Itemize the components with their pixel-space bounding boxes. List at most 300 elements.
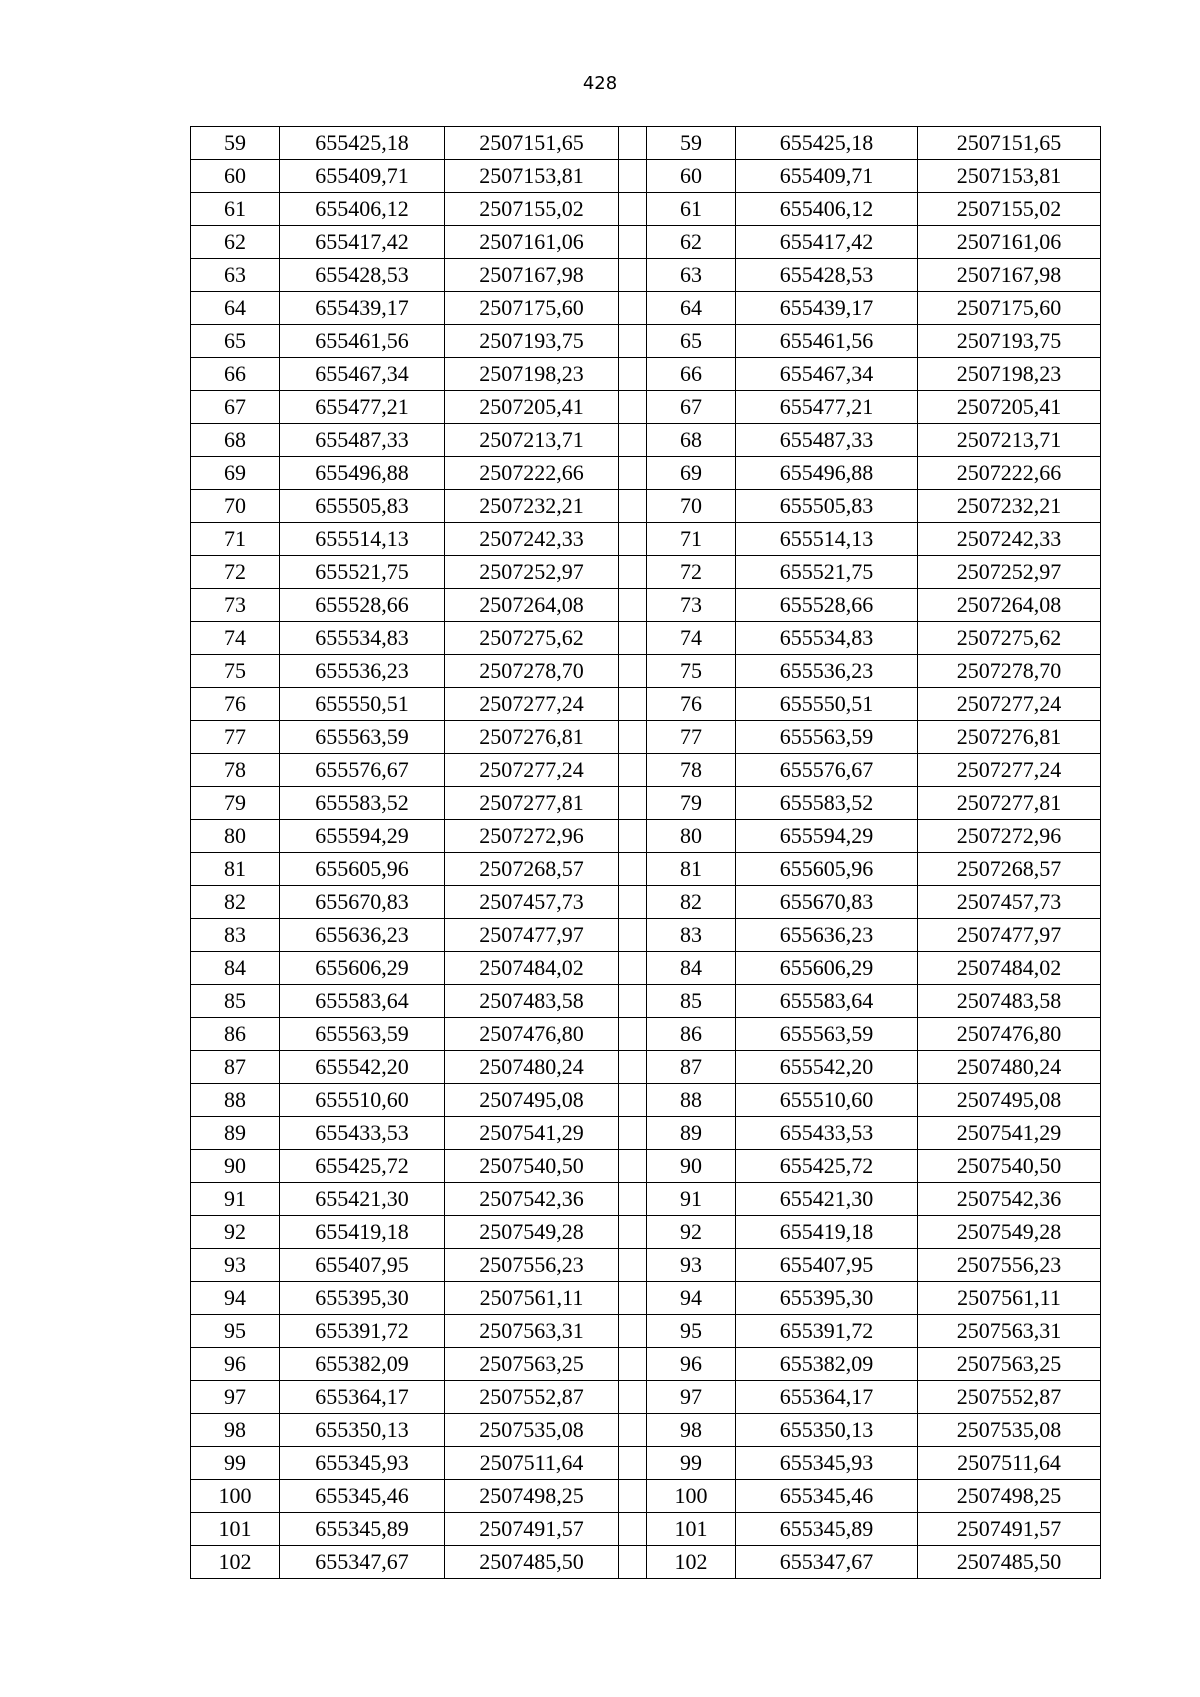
- point-number-cell: 79: [647, 787, 736, 820]
- point-number-cell: 65: [647, 325, 736, 358]
- y-coordinate-cell: 2507542,36: [918, 1183, 1101, 1216]
- x-coordinate-cell: 655439,17: [280, 292, 445, 325]
- point-number-cell: 93: [647, 1249, 736, 1282]
- point-number-cell: 85: [191, 985, 280, 1018]
- table-row: [191, 853, 1101, 886]
- y-coordinate-cell: 2507480,24: [445, 1051, 619, 1084]
- y-coordinate-cell: 2507268,57: [445, 853, 619, 886]
- x-coordinate-cell: 655407,95: [736, 1249, 918, 1282]
- x-coordinate-cell: 655345,93: [736, 1447, 918, 1480]
- x-coordinate-cell: 655409,71: [280, 160, 445, 193]
- point-number-cell: 64: [191, 292, 280, 325]
- y-coordinate-cell: 2507167,98: [445, 259, 619, 292]
- x-coordinate-cell: 655409,71: [736, 160, 918, 193]
- y-coordinate-cell: 2507541,29: [918, 1117, 1101, 1150]
- x-coordinate-cell: 655425,72: [736, 1150, 918, 1183]
- x-coordinate-cell: 655583,64: [280, 985, 445, 1018]
- table-row: [191, 325, 1101, 358]
- point-number-cell: 95: [191, 1315, 280, 1348]
- table-row: [191, 1018, 1101, 1051]
- y-coordinate-cell: 2507276,81: [445, 721, 619, 754]
- x-coordinate-cell: 655542,20: [280, 1051, 445, 1084]
- x-coordinate-cell: 655583,52: [280, 787, 445, 820]
- point-number-cell: 60: [191, 160, 280, 193]
- x-coordinate-cell: 655417,42: [280, 226, 445, 259]
- y-coordinate-cell: 2507198,23: [445, 358, 619, 391]
- y-coordinate-cell: 2507485,50: [445, 1546, 619, 1579]
- point-number-cell: 87: [191, 1051, 280, 1084]
- x-coordinate-cell: 655391,72: [736, 1315, 918, 1348]
- point-number-cell: 81: [191, 853, 280, 886]
- y-coordinate-cell: 2507540,50: [918, 1150, 1101, 1183]
- point-number-cell: 68: [647, 424, 736, 457]
- point-number-cell: 74: [647, 622, 736, 655]
- y-coordinate-cell: 2507252,97: [918, 556, 1101, 589]
- y-coordinate-cell: 2507457,73: [918, 886, 1101, 919]
- y-coordinate-cell: 2507277,24: [445, 688, 619, 721]
- table-row: [191, 919, 1101, 952]
- point-number-cell: 67: [647, 391, 736, 424]
- x-coordinate-cell: 655550,51: [280, 688, 445, 721]
- spacer-cell: [619, 457, 647, 490]
- point-number-cell: 92: [191, 1216, 280, 1249]
- point-number-cell: 97: [191, 1381, 280, 1414]
- spacer-cell: [619, 1513, 647, 1546]
- y-coordinate-cell: 2507175,60: [445, 292, 619, 325]
- point-number-cell: 63: [191, 259, 280, 292]
- y-coordinate-cell: 2507535,08: [445, 1414, 619, 1447]
- table-row: [191, 1282, 1101, 1315]
- y-coordinate-cell: 2507193,75: [445, 325, 619, 358]
- y-coordinate-cell: 2507563,31: [445, 1315, 619, 1348]
- y-coordinate-cell: 2507556,23: [445, 1249, 619, 1282]
- y-coordinate-cell: 2507563,25: [445, 1348, 619, 1381]
- spacer-cell: [619, 490, 647, 523]
- y-coordinate-cell: 2507205,41: [918, 391, 1101, 424]
- point-number-cell: 74: [191, 622, 280, 655]
- x-coordinate-cell: 655345,46: [280, 1480, 445, 1513]
- point-number-cell: 95: [647, 1315, 736, 1348]
- spacer-cell: [619, 1348, 647, 1381]
- x-coordinate-cell: 655514,13: [736, 523, 918, 556]
- x-coordinate-cell: 655606,29: [736, 952, 918, 985]
- x-coordinate-cell: 655477,21: [280, 391, 445, 424]
- y-coordinate-cell: 2507155,02: [445, 193, 619, 226]
- y-coordinate-cell: 2507277,81: [918, 787, 1101, 820]
- point-number-cell: 86: [191, 1018, 280, 1051]
- table-row: [191, 1447, 1101, 1480]
- spacer-cell: [619, 754, 647, 787]
- x-coordinate-cell: 655636,23: [280, 919, 445, 952]
- x-coordinate-cell: 655563,59: [280, 1018, 445, 1051]
- spacer-cell: [619, 1480, 647, 1513]
- point-number-cell: 94: [647, 1282, 736, 1315]
- table-row: [191, 1084, 1101, 1117]
- spacer-cell: [619, 688, 647, 721]
- x-coordinate-cell: 655345,89: [280, 1513, 445, 1546]
- y-coordinate-cell: 2507242,33: [445, 523, 619, 556]
- table-row: [191, 1150, 1101, 1183]
- y-coordinate-cell: 2507457,73: [445, 886, 619, 919]
- point-number-cell: 99: [647, 1447, 736, 1480]
- table-row: [191, 1315, 1101, 1348]
- x-coordinate-cell: 655425,18: [280, 127, 445, 160]
- spacer-cell: [619, 1414, 647, 1447]
- x-coordinate-cell: 655345,89: [736, 1513, 918, 1546]
- table-row: [191, 1513, 1101, 1546]
- x-coordinate-cell: 655433,53: [280, 1117, 445, 1150]
- y-coordinate-cell: 2507491,57: [918, 1513, 1101, 1546]
- x-coordinate-cell: 655521,75: [280, 556, 445, 589]
- x-coordinate-cell: 655347,67: [280, 1546, 445, 1579]
- y-coordinate-cell: 2507277,81: [445, 787, 619, 820]
- spacer-cell: [619, 589, 647, 622]
- y-coordinate-cell: 2507476,80: [445, 1018, 619, 1051]
- spacer-cell: [619, 1117, 647, 1150]
- point-number-cell: 88: [647, 1084, 736, 1117]
- point-number-cell: 60: [647, 160, 736, 193]
- point-number-cell: 63: [647, 259, 736, 292]
- x-coordinate-cell: 655477,21: [736, 391, 918, 424]
- table-row: [191, 1249, 1101, 1282]
- point-number-cell: 92: [647, 1216, 736, 1249]
- x-coordinate-cell: 655461,56: [736, 325, 918, 358]
- y-coordinate-cell: 2507161,06: [445, 226, 619, 259]
- table-row: [191, 589, 1101, 622]
- y-coordinate-cell: 2507275,62: [445, 622, 619, 655]
- table-row: [191, 688, 1101, 721]
- point-number-cell: 66: [191, 358, 280, 391]
- point-number-cell: 69: [191, 457, 280, 490]
- y-coordinate-cell: 2507264,08: [918, 589, 1101, 622]
- spacer-cell: [619, 358, 647, 391]
- point-number-cell: 79: [191, 787, 280, 820]
- y-coordinate-cell: 2507198,23: [918, 358, 1101, 391]
- y-coordinate-cell: 2507552,87: [918, 1381, 1101, 1414]
- y-coordinate-cell: 2507242,33: [918, 523, 1101, 556]
- x-coordinate-cell: 655345,46: [736, 1480, 918, 1513]
- x-coordinate-cell: 655510,60: [736, 1084, 918, 1117]
- point-number-cell: 75: [191, 655, 280, 688]
- point-number-cell: 80: [647, 820, 736, 853]
- table-row: [191, 1414, 1101, 1447]
- x-coordinate-cell: 655421,30: [736, 1183, 918, 1216]
- spacer-cell: [619, 1381, 647, 1414]
- spacer-cell: [619, 622, 647, 655]
- point-number-cell: 97: [647, 1381, 736, 1414]
- point-number-cell: 101: [191, 1513, 280, 1546]
- x-coordinate-cell: 655364,17: [736, 1381, 918, 1414]
- table-row: [191, 721, 1101, 754]
- spacer-cell: [619, 1183, 647, 1216]
- x-coordinate-cell: 655521,75: [736, 556, 918, 589]
- y-coordinate-cell: 2507477,97: [918, 919, 1101, 952]
- spacer-cell: [619, 193, 647, 226]
- point-number-cell: 62: [647, 226, 736, 259]
- spacer-cell: [619, 1216, 647, 1249]
- y-coordinate-cell: 2507540,50: [445, 1150, 619, 1183]
- x-coordinate-cell: 655461,56: [280, 325, 445, 358]
- table-row: [191, 787, 1101, 820]
- x-coordinate-cell: 655487,33: [736, 424, 918, 457]
- point-number-cell: 77: [191, 721, 280, 754]
- point-number-cell: 84: [647, 952, 736, 985]
- y-coordinate-cell: 2507542,36: [445, 1183, 619, 1216]
- table-row: [191, 490, 1101, 523]
- x-coordinate-cell: 655417,42: [736, 226, 918, 259]
- y-coordinate-cell: 2507484,02: [918, 952, 1101, 985]
- x-coordinate-cell: 655636,23: [736, 919, 918, 952]
- y-coordinate-cell: 2507222,66: [918, 457, 1101, 490]
- x-coordinate-cell: 655467,34: [280, 358, 445, 391]
- table-row: [191, 886, 1101, 919]
- y-coordinate-cell: 2507511,64: [445, 1447, 619, 1480]
- point-number-cell: 81: [647, 853, 736, 886]
- point-number-cell: 70: [647, 490, 736, 523]
- spacer-cell: [619, 655, 647, 688]
- x-coordinate-cell: 655428,53: [280, 259, 445, 292]
- x-coordinate-cell: 655496,88: [280, 457, 445, 490]
- point-number-cell: 70: [191, 490, 280, 523]
- y-coordinate-cell: 2507541,29: [445, 1117, 619, 1150]
- table-row: [191, 820, 1101, 853]
- y-coordinate-cell: 2507491,57: [445, 1513, 619, 1546]
- point-number-cell: 75: [647, 655, 736, 688]
- table-row: [191, 1546, 1101, 1579]
- x-coordinate-cell: 655345,93: [280, 1447, 445, 1480]
- table-row: [191, 292, 1101, 325]
- y-coordinate-cell: 2507272,96: [445, 820, 619, 853]
- point-number-cell: 84: [191, 952, 280, 985]
- y-coordinate-cell: 2507483,58: [445, 985, 619, 1018]
- spacer-cell: [619, 1447, 647, 1480]
- x-coordinate-cell: 655536,23: [280, 655, 445, 688]
- x-coordinate-cell: 655406,12: [736, 193, 918, 226]
- point-number-cell: 77: [647, 721, 736, 754]
- y-coordinate-cell: 2507483,58: [918, 985, 1101, 1018]
- x-coordinate-cell: 655550,51: [736, 688, 918, 721]
- spacer-cell: [619, 1084, 647, 1117]
- point-number-cell: 61: [647, 193, 736, 226]
- point-number-cell: 78: [647, 754, 736, 787]
- spacer-cell: [619, 424, 647, 457]
- x-coordinate-cell: 655563,59: [736, 721, 918, 754]
- y-coordinate-cell: 2507535,08: [918, 1414, 1101, 1447]
- point-number-cell: 72: [647, 556, 736, 589]
- coordinates-table-body: [191, 127, 1101, 1579]
- y-coordinate-cell: 2507563,25: [918, 1348, 1101, 1381]
- point-number-cell: 89: [647, 1117, 736, 1150]
- x-coordinate-cell: 655510,60: [280, 1084, 445, 1117]
- y-coordinate-cell: 2507232,21: [445, 490, 619, 523]
- spacer-cell: [619, 391, 647, 424]
- table-row: [191, 259, 1101, 292]
- point-number-cell: 65: [191, 325, 280, 358]
- point-number-cell: 96: [647, 1348, 736, 1381]
- spacer-cell: [619, 523, 647, 556]
- x-coordinate-cell: 655439,17: [736, 292, 918, 325]
- y-coordinate-cell: 2507264,08: [445, 589, 619, 622]
- y-coordinate-cell: 2507205,41: [445, 391, 619, 424]
- point-number-cell: 73: [647, 589, 736, 622]
- x-coordinate-cell: 655670,83: [736, 886, 918, 919]
- y-coordinate-cell: 2507552,87: [445, 1381, 619, 1414]
- y-coordinate-cell: 2507161,06: [918, 226, 1101, 259]
- y-coordinate-cell: 2507484,02: [445, 952, 619, 985]
- table-row: [191, 754, 1101, 787]
- table-row: [191, 1480, 1101, 1513]
- x-coordinate-cell: 655395,30: [736, 1282, 918, 1315]
- spacer-cell: [619, 226, 647, 259]
- y-coordinate-cell: 2507153,81: [445, 160, 619, 193]
- y-coordinate-cell: 2507277,24: [445, 754, 619, 787]
- x-coordinate-cell: 655487,33: [280, 424, 445, 457]
- table-row: [191, 1051, 1101, 1084]
- table-row: [191, 127, 1101, 160]
- point-number-cell: 76: [191, 688, 280, 721]
- spacer-cell: [619, 160, 647, 193]
- spacer-cell: [619, 853, 647, 886]
- point-number-cell: 85: [647, 985, 736, 1018]
- y-coordinate-cell: 2507193,75: [918, 325, 1101, 358]
- point-number-cell: 66: [647, 358, 736, 391]
- point-number-cell: 86: [647, 1018, 736, 1051]
- y-coordinate-cell: 2507153,81: [918, 160, 1101, 193]
- y-coordinate-cell: 2507278,70: [445, 655, 619, 688]
- y-coordinate-cell: 2507495,08: [445, 1084, 619, 1117]
- point-number-cell: 72: [191, 556, 280, 589]
- point-number-cell: 102: [191, 1546, 280, 1579]
- point-number-cell: 80: [191, 820, 280, 853]
- table-row: [191, 523, 1101, 556]
- spacer-cell: [619, 259, 647, 292]
- table-row: [191, 985, 1101, 1018]
- point-number-cell: 87: [647, 1051, 736, 1084]
- y-coordinate-cell: 2507151,65: [445, 127, 619, 160]
- point-number-cell: 82: [647, 886, 736, 919]
- x-coordinate-cell: 655606,29: [280, 952, 445, 985]
- x-coordinate-cell: 655350,13: [736, 1414, 918, 1447]
- y-coordinate-cell: 2507556,23: [918, 1249, 1101, 1282]
- table-row: [191, 226, 1101, 259]
- point-number-cell: 83: [191, 919, 280, 952]
- point-number-cell: 89: [191, 1117, 280, 1150]
- y-coordinate-cell: 2507277,24: [918, 688, 1101, 721]
- point-number-cell: 59: [647, 127, 736, 160]
- y-coordinate-cell: 2507277,24: [918, 754, 1101, 787]
- y-coordinate-cell: 2507561,11: [918, 1282, 1101, 1315]
- x-coordinate-cell: 655528,66: [280, 589, 445, 622]
- table-row: [191, 424, 1101, 457]
- y-coordinate-cell: 2507549,28: [918, 1216, 1101, 1249]
- y-coordinate-cell: 2507278,70: [918, 655, 1101, 688]
- y-coordinate-cell: 2507213,71: [918, 424, 1101, 457]
- x-coordinate-cell: 655467,34: [736, 358, 918, 391]
- table-row: [191, 1348, 1101, 1381]
- x-coordinate-cell: 655496,88: [736, 457, 918, 490]
- spacer-cell: [619, 325, 647, 358]
- point-number-cell: 91: [647, 1183, 736, 1216]
- x-coordinate-cell: 655395,30: [280, 1282, 445, 1315]
- x-coordinate-cell: 655534,83: [280, 622, 445, 655]
- point-number-cell: 100: [191, 1480, 280, 1513]
- y-coordinate-cell: 2507480,24: [918, 1051, 1101, 1084]
- table-row: [191, 1381, 1101, 1414]
- y-coordinate-cell: 2507477,97: [445, 919, 619, 952]
- x-coordinate-cell: 655382,09: [736, 1348, 918, 1381]
- spacer-cell: [619, 985, 647, 1018]
- x-coordinate-cell: 655670,83: [280, 886, 445, 919]
- spacer-cell: [619, 820, 647, 853]
- y-coordinate-cell: 2507275,62: [918, 622, 1101, 655]
- y-coordinate-cell: 2507155,02: [918, 193, 1101, 226]
- x-coordinate-cell: 655528,66: [736, 589, 918, 622]
- x-coordinate-cell: 655433,53: [736, 1117, 918, 1150]
- point-number-cell: 73: [191, 589, 280, 622]
- point-number-cell: 71: [191, 523, 280, 556]
- x-coordinate-cell: 655563,59: [736, 1018, 918, 1051]
- spacer-cell: [619, 1315, 647, 1348]
- table-row: [191, 1183, 1101, 1216]
- y-coordinate-cell: 2507276,81: [918, 721, 1101, 754]
- x-coordinate-cell: 655594,29: [280, 820, 445, 853]
- y-coordinate-cell: 2507495,08: [918, 1084, 1101, 1117]
- point-number-cell: 59: [191, 127, 280, 160]
- y-coordinate-cell: 2507213,71: [445, 424, 619, 457]
- x-coordinate-cell: 655505,83: [736, 490, 918, 523]
- spacer-cell: [619, 292, 647, 325]
- y-coordinate-cell: 2507222,66: [445, 457, 619, 490]
- y-coordinate-cell: 2507498,25: [445, 1480, 619, 1513]
- point-number-cell: 101: [647, 1513, 736, 1546]
- point-number-cell: 90: [191, 1150, 280, 1183]
- x-coordinate-cell: 655536,23: [736, 655, 918, 688]
- table-row: [191, 655, 1101, 688]
- table-row: [191, 1216, 1101, 1249]
- x-coordinate-cell: 655391,72: [280, 1315, 445, 1348]
- point-number-cell: 62: [191, 226, 280, 259]
- table-row: [191, 193, 1101, 226]
- y-coordinate-cell: 2507563,31: [918, 1315, 1101, 1348]
- table-row: [191, 952, 1101, 985]
- point-number-cell: 71: [647, 523, 736, 556]
- x-coordinate-cell: 655594,29: [736, 820, 918, 853]
- point-number-cell: 82: [191, 886, 280, 919]
- y-coordinate-cell: 2507151,65: [918, 127, 1101, 160]
- x-coordinate-cell: 655605,96: [280, 853, 445, 886]
- y-coordinate-cell: 2507549,28: [445, 1216, 619, 1249]
- x-coordinate-cell: 655605,96: [736, 853, 918, 886]
- spacer-cell: [619, 919, 647, 952]
- point-number-cell: 64: [647, 292, 736, 325]
- x-coordinate-cell: 655421,30: [280, 1183, 445, 1216]
- point-number-cell: 94: [191, 1282, 280, 1315]
- x-coordinate-cell: 655407,95: [280, 1249, 445, 1282]
- table-row: [191, 160, 1101, 193]
- x-coordinate-cell: 655425,18: [736, 127, 918, 160]
- x-coordinate-cell: 655534,83: [736, 622, 918, 655]
- point-number-cell: 76: [647, 688, 736, 721]
- point-number-cell: 99: [191, 1447, 280, 1480]
- spacer-cell: [619, 1249, 647, 1282]
- spacer-cell: [619, 1018, 647, 1051]
- x-coordinate-cell: 655576,67: [736, 754, 918, 787]
- table-row: [191, 1117, 1101, 1150]
- y-coordinate-cell: 2507498,25: [918, 1480, 1101, 1513]
- table-row: [191, 358, 1101, 391]
- y-coordinate-cell: 2507476,80: [918, 1018, 1101, 1051]
- y-coordinate-cell: 2507232,21: [918, 490, 1101, 523]
